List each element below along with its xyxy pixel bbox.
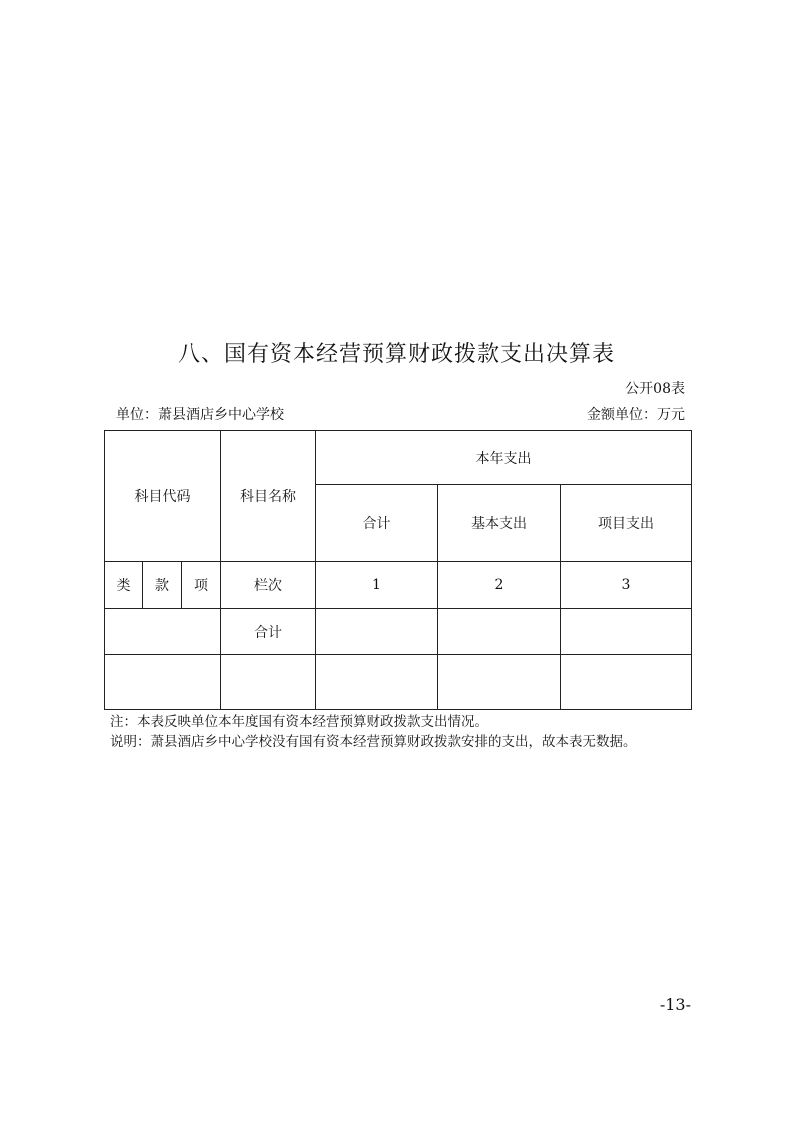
column-no-1: 1 — [316, 562, 438, 609]
expenditure-table — [104, 430, 692, 710]
header-basic: 基本支出 — [438, 485, 561, 562]
header-current-year: 本年支出 — [316, 431, 692, 485]
total-row-project-cell — [561, 609, 692, 655]
empty-row-basic-cell — [438, 655, 561, 710]
header-item: 项 — [182, 562, 221, 609]
total-row-total-cell — [316, 609, 438, 655]
explanation-line: 说明：萧县酒店乡中心学校没有国有资本经营预算财政拨款安排的支出，故本表无数据。 — [110, 734, 637, 750]
header-subject-code: 科目代码 — [105, 431, 221, 562]
empty-row-name-cell — [221, 655, 316, 710]
empty-row-project-cell — [561, 655, 692, 710]
header-section: 款 — [143, 562, 182, 609]
row-column-no-label: 栏次 — [221, 562, 316, 609]
total-row-code-cell — [105, 609, 221, 655]
header-subject-name: 科目名称 — [221, 431, 316, 562]
column-no-2: 2 — [438, 562, 561, 609]
column-no-3: 3 — [561, 562, 692, 609]
empty-row-total-cell — [316, 655, 438, 710]
header-total: 合计 — [316, 485, 438, 562]
page-number: -13- — [659, 995, 691, 1014]
amount-unit-label: 金额单位：万元 — [587, 407, 685, 423]
page-title: 八、国有资本经营预算财政拨款支出决算表 — [177, 342, 615, 367]
header-project: 项目支出 — [561, 485, 692, 562]
total-row-basic-cell — [438, 609, 561, 655]
table-code: 公开08表 — [625, 381, 685, 397]
empty-row-code-cell — [105, 655, 221, 710]
notes-block — [110, 712, 637, 752]
header-class: 类 — [105, 562, 143, 609]
total-row-label: 合计 — [221, 609, 316, 655]
note-line: 注：本表反映单位本年度国有资本经营预算财政拨款支出情况。 — [110, 714, 488, 730]
unit-label: 单位：萧县酒店乡中心学校 — [116, 407, 284, 423]
